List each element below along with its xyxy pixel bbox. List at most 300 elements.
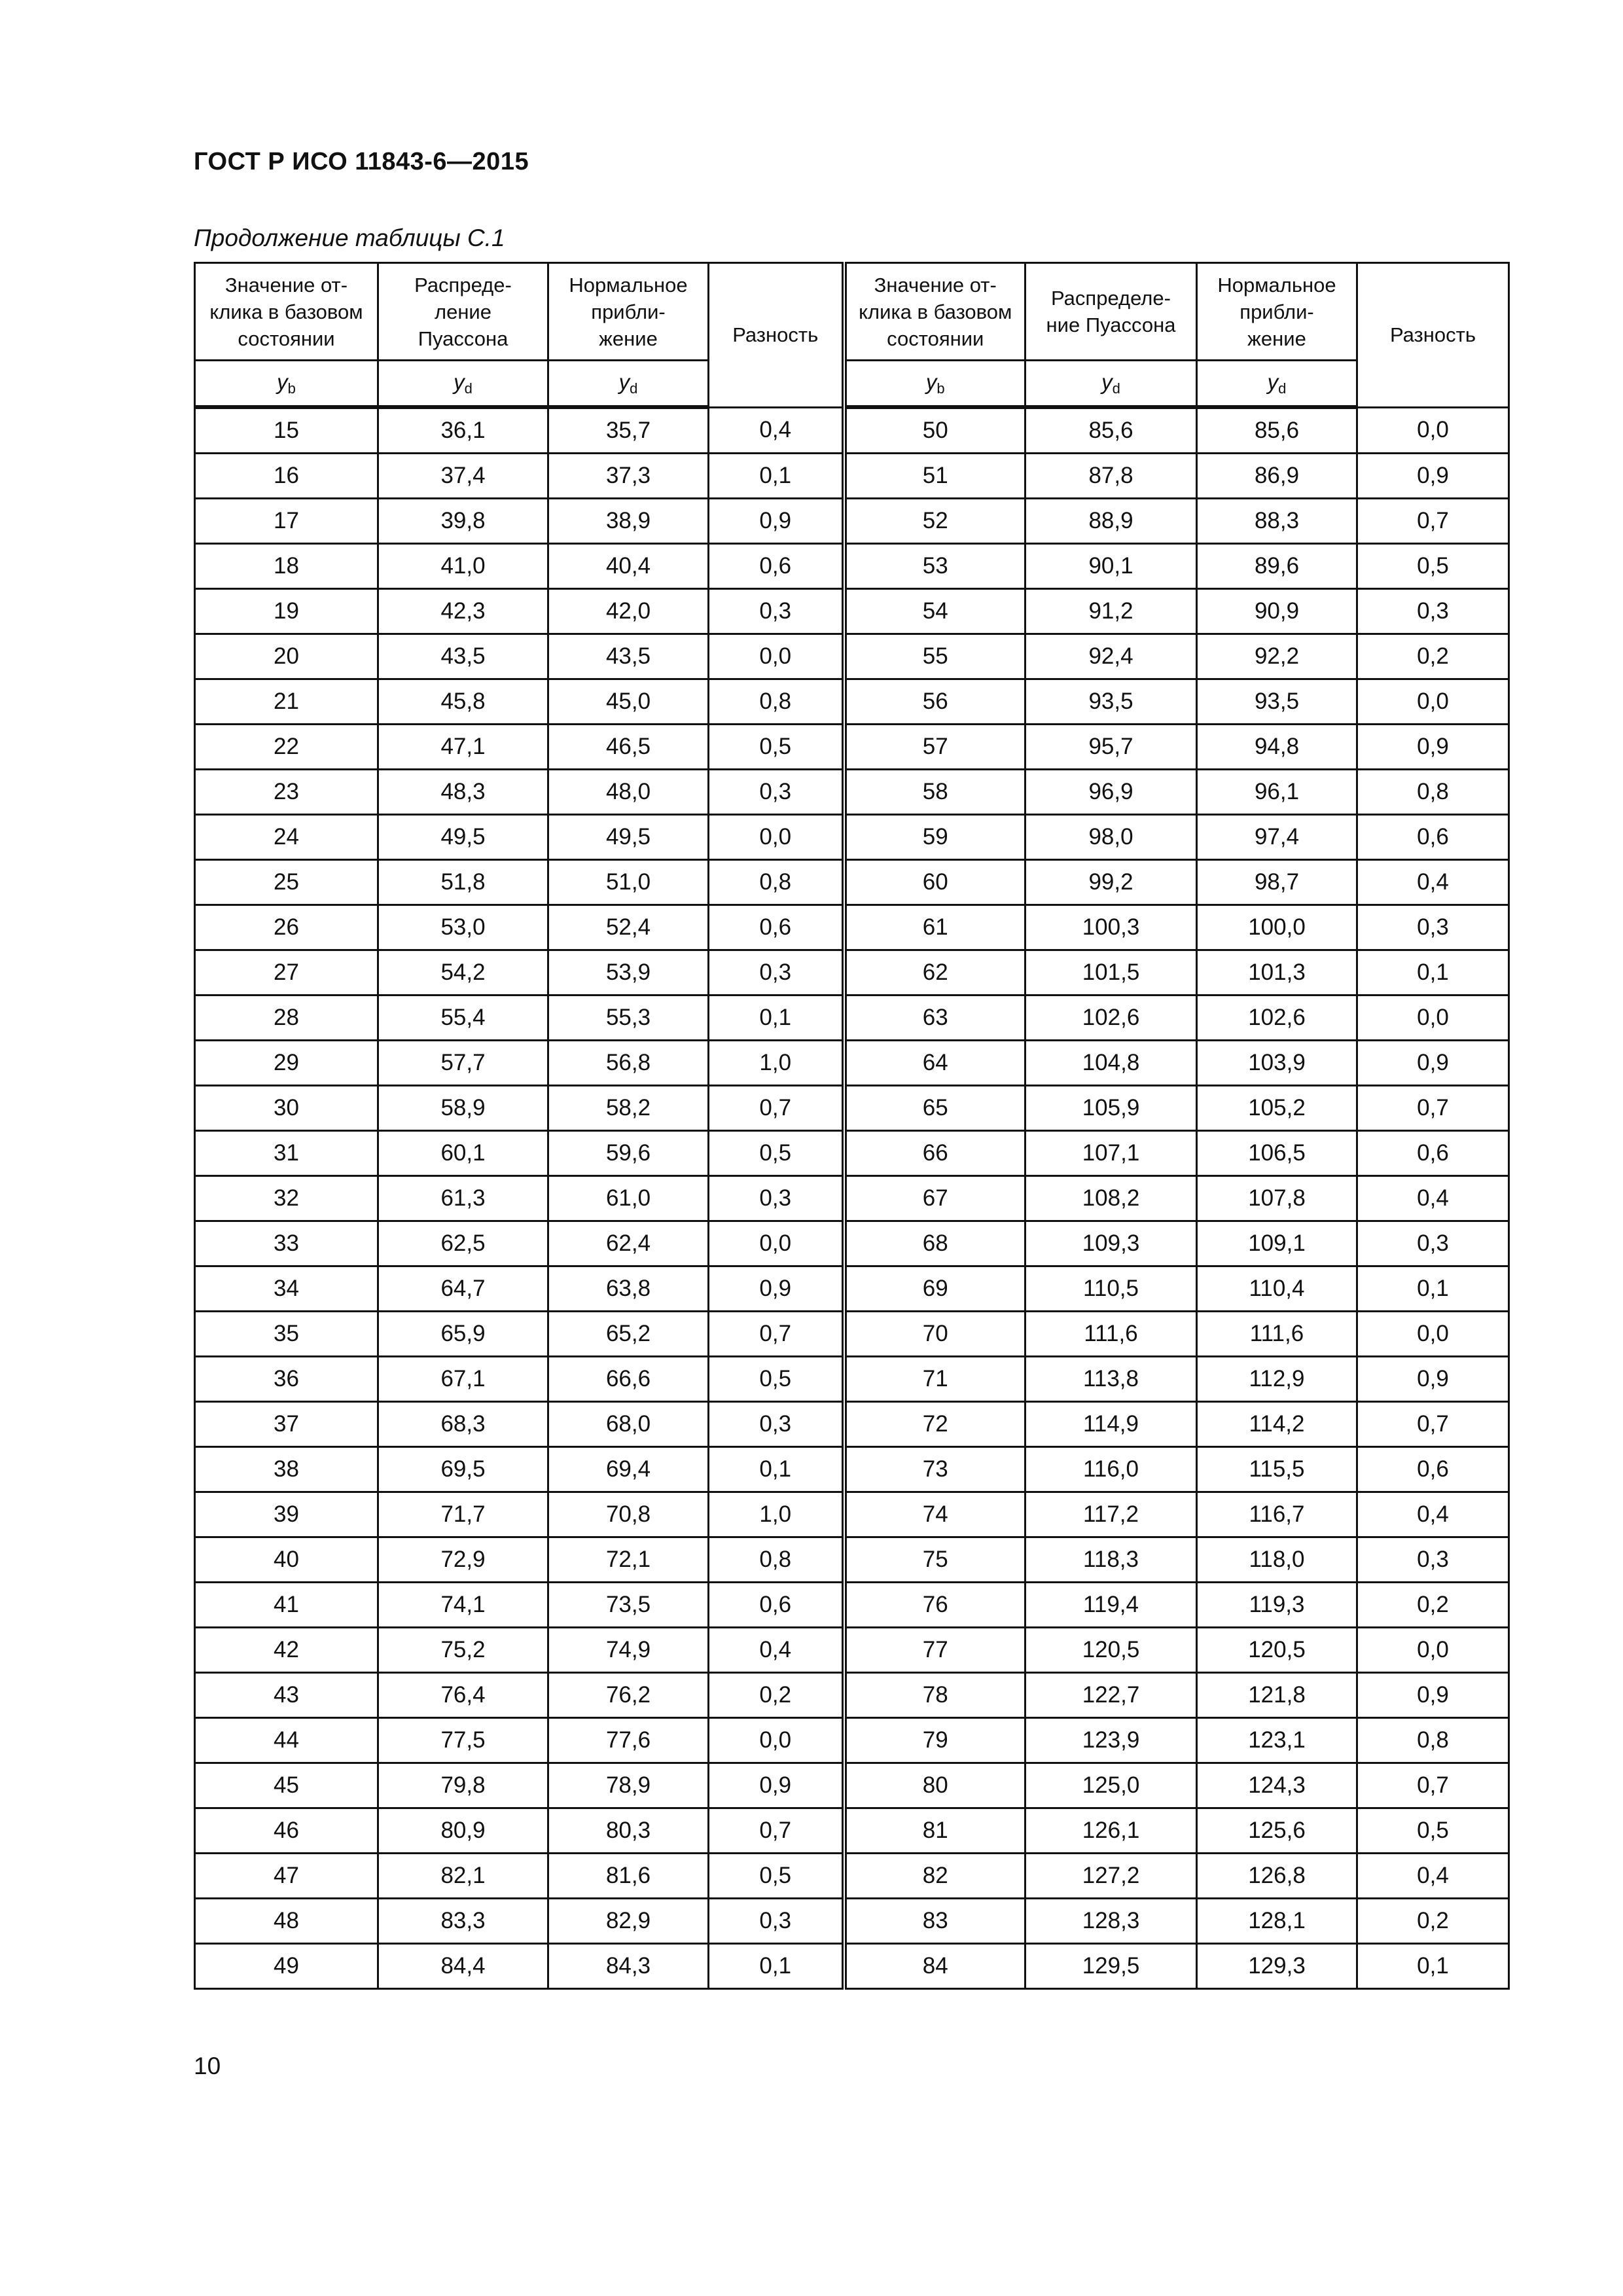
cell-normal-approx-left: 43,5 <box>548 634 709 679</box>
cell-difference-left: 0,4 <box>709 407 844 454</box>
cell-baseline-value-left: 29 <box>195 1041 378 1086</box>
cell-baseline-value-left: 35 <box>195 1312 378 1357</box>
cell-poisson-right: 120,5 <box>1026 1628 1197 1673</box>
cell-normal-approx-left: 37,3 <box>548 454 709 499</box>
table-row <box>195 905 1509 950</box>
cell-poisson-right: 87,8 <box>1026 454 1197 499</box>
cell-baseline-value-right: 56 <box>844 679 1026 725</box>
cell-difference-left: 0,1 <box>709 1447 844 1492</box>
cell-normal-approx-right: 92,2 <box>1197 634 1357 679</box>
cell-difference-right: 0,3 <box>1357 1221 1509 1266</box>
symbol-yd-left: $y_d$ <box>378 361 548 408</box>
cell-poisson-left: 51,8 <box>378 860 548 905</box>
cell-baseline-value-right: 65 <box>844 1086 1026 1131</box>
cell-poisson-left: 77,5 <box>378 1718 548 1763</box>
cell-difference-right: 0,0 <box>1357 996 1509 1041</box>
cell-baseline-value-left: 32 <box>195 1176 378 1221</box>
cell-baseline-value-left: 45 <box>195 1763 378 1808</box>
cell-normal-approx-left: 74,9 <box>548 1628 709 1673</box>
cell-baseline-value-right: 78 <box>844 1673 1026 1718</box>
table-row <box>195 1357 1509 1402</box>
cell-poisson-left: 61,3 <box>378 1176 548 1221</box>
table-body <box>195 407 1509 1989</box>
cell-normal-approx-left: 78,9 <box>548 1763 709 1808</box>
cell-normal-approx-right: 114,2 <box>1197 1402 1357 1447</box>
cell-normal-approx-right: 110,4 <box>1197 1266 1357 1312</box>
cell-normal-approx-left: 48,0 <box>548 770 709 815</box>
cell-poisson-left: 67,1 <box>378 1357 548 1402</box>
table-row <box>195 1041 1509 1086</box>
cell-poisson-right: 126,1 <box>1026 1808 1197 1854</box>
cell-baseline-value-right: 82 <box>844 1854 1026 1899</box>
cell-poisson-right: 114,9 <box>1026 1402 1197 1447</box>
cell-poisson-left: 57,7 <box>378 1041 548 1086</box>
cell-poisson-right: 95,7 <box>1026 725 1197 770</box>
table-row <box>195 770 1509 815</box>
cell-baseline-value-left: 33 <box>195 1221 378 1266</box>
cell-poisson-right: 104,8 <box>1026 1041 1197 1086</box>
cell-difference-right: 0,2 <box>1357 1899 1509 1944</box>
cell-baseline-value-left: 19 <box>195 589 378 634</box>
cell-normal-approx-right: 100,0 <box>1197 905 1357 950</box>
cell-normal-approx-right: 123,1 <box>1197 1718 1357 1763</box>
cell-normal-approx-right: 94,8 <box>1197 725 1357 770</box>
cell-poisson-left: 76,4 <box>378 1673 548 1718</box>
cell-poisson-left: 84,4 <box>378 1944 548 1989</box>
table-row <box>195 1221 1509 1266</box>
cell-normal-approx-right: 115,5 <box>1197 1447 1357 1492</box>
table-row <box>195 407 1509 454</box>
cell-baseline-value-right: 58 <box>844 770 1026 815</box>
cell-difference-left: 1,0 <box>709 1041 844 1086</box>
cell-poisson-right: 127,2 <box>1026 1854 1197 1899</box>
cell-baseline-value-right: 59 <box>844 815 1026 860</box>
cell-baseline-value-right: 53 <box>844 544 1026 589</box>
cell-normal-approx-right: 105,2 <box>1197 1086 1357 1131</box>
cell-difference-left: 0,9 <box>709 1763 844 1808</box>
cell-baseline-value-left: 15 <box>195 407 378 454</box>
cell-difference-right: 0,7 <box>1357 1086 1509 1131</box>
table-row <box>195 499 1509 544</box>
cell-normal-approx-right: 118,0 <box>1197 1537 1357 1583</box>
header-poisson-left: Распреде- ление Пуассона <box>378 263 548 361</box>
cell-poisson-left: 53,0 <box>378 905 548 950</box>
cell-difference-left: 0,9 <box>709 499 844 544</box>
cell-difference-right: 0,7 <box>1357 1763 1509 1808</box>
cell-normal-approx-left: 76,2 <box>548 1673 709 1718</box>
cell-normal-approx-left: 45,0 <box>548 679 709 725</box>
cell-baseline-value-right: 80 <box>844 1763 1026 1808</box>
cell-normal-approx-right: 112,9 <box>1197 1357 1357 1402</box>
cell-difference-right: 0,6 <box>1357 1447 1509 1492</box>
cell-normal-approx-right: 93,5 <box>1197 679 1357 725</box>
cell-poisson-left: 55,4 <box>378 996 548 1041</box>
cell-baseline-value-right: 70 <box>844 1312 1026 1357</box>
cell-baseline-value-right: 67 <box>844 1176 1026 1221</box>
cell-normal-approx-right: 107,8 <box>1197 1176 1357 1221</box>
cell-baseline-value-left: 38 <box>195 1447 378 1492</box>
table-row <box>195 996 1509 1041</box>
cell-normal-approx-left: 61,0 <box>548 1176 709 1221</box>
cell-difference-left: 0,3 <box>709 1899 844 1944</box>
cell-normal-approx-right: 126,8 <box>1197 1854 1357 1899</box>
cell-baseline-value-right: 84 <box>844 1944 1026 1989</box>
cell-poisson-right: 90,1 <box>1026 544 1197 589</box>
table-header <box>195 263 1509 408</box>
cell-normal-approx-right: 90,9 <box>1197 589 1357 634</box>
table-row <box>195 1583 1509 1628</box>
cell-normal-approx-left: 69,4 <box>548 1447 709 1492</box>
cell-baseline-value-left: 24 <box>195 815 378 860</box>
cell-difference-left: 0,9 <box>709 1266 844 1312</box>
cell-baseline-value-left: 17 <box>195 499 378 544</box>
table-row <box>195 815 1509 860</box>
cell-baseline-value-right: 51 <box>844 454 1026 499</box>
cell-poisson-right: 113,8 <box>1026 1357 1197 1402</box>
cell-normal-approx-left: 73,5 <box>548 1583 709 1628</box>
cell-poisson-right: 122,7 <box>1026 1673 1197 1718</box>
document-title: ГОСТ Р ИСО 11843-6—2015 <box>194 148 529 175</box>
table-row <box>195 1266 1509 1312</box>
cell-baseline-value-left: 25 <box>195 860 378 905</box>
cell-baseline-value-right: 81 <box>844 1808 1026 1854</box>
cell-normal-approx-left: 82,9 <box>548 1899 709 1944</box>
cell-difference-right: 0,3 <box>1357 589 1509 634</box>
table-row <box>195 679 1509 725</box>
cell-normal-approx-right: 86,9 <box>1197 454 1357 499</box>
cell-baseline-value-right: 73 <box>844 1447 1026 1492</box>
cell-baseline-value-left: 21 <box>195 679 378 725</box>
symbol-yd-right: $y_d$ <box>1026 361 1197 408</box>
cell-baseline-value-right: 57 <box>844 725 1026 770</box>
symbol-yb-right: $y_b$ <box>844 361 1026 408</box>
cell-baseline-value-right: 66 <box>844 1131 1026 1176</box>
cell-difference-right: 0,3 <box>1357 1537 1509 1583</box>
cell-normal-approx-left: 72,1 <box>548 1537 709 1583</box>
cell-baseline-value-right: 77 <box>844 1628 1026 1673</box>
header-difference-left: Разность <box>709 263 844 408</box>
cell-poisson-right: 93,5 <box>1026 679 1197 725</box>
header-poisson-right: Распределе- ние Пуассона <box>1026 263 1197 361</box>
data-table <box>194 262 1510 1990</box>
table-row <box>195 725 1509 770</box>
cell-baseline-value-left: 43 <box>195 1673 378 1718</box>
cell-normal-approx-left: 70,8 <box>548 1492 709 1537</box>
cell-poisson-left: 65,9 <box>378 1312 548 1357</box>
cell-baseline-value-left: 30 <box>195 1086 378 1131</box>
cell-difference-left: 0,0 <box>709 1221 844 1266</box>
cell-difference-left: 0,0 <box>709 634 844 679</box>
table-row <box>195 589 1509 634</box>
cell-difference-right: 0,0 <box>1357 407 1509 454</box>
cell-baseline-value-right: 71 <box>844 1357 1026 1402</box>
cell-normal-approx-right: 96,1 <box>1197 770 1357 815</box>
cell-normal-approx-right: 120,5 <box>1197 1628 1357 1673</box>
cell-baseline-value-left: 28 <box>195 996 378 1041</box>
table-row <box>195 1086 1509 1131</box>
cell-difference-left: 0,5 <box>709 1131 844 1176</box>
cell-normal-approx-left: 46,5 <box>548 725 709 770</box>
cell-normal-approx-right: 98,7 <box>1197 860 1357 905</box>
cell-poisson-right: 107,1 <box>1026 1131 1197 1176</box>
cell-poisson-right: 110,5 <box>1026 1266 1197 1312</box>
cell-normal-approx-left: 84,3 <box>548 1944 709 1989</box>
table-row <box>195 1854 1509 1899</box>
table-row <box>195 1537 1509 1583</box>
cell-baseline-value-left: 39 <box>195 1492 378 1537</box>
cell-poisson-left: 71,7 <box>378 1492 548 1537</box>
cell-baseline-value-left: 20 <box>195 634 378 679</box>
cell-difference-left: 0,6 <box>709 1583 844 1628</box>
cell-poisson-right: 88,9 <box>1026 499 1197 544</box>
table-row <box>195 860 1509 905</box>
cell-poisson-left: 36,1 <box>378 407 548 454</box>
cell-baseline-value-left: 37 <box>195 1402 378 1447</box>
cell-baseline-value-right: 69 <box>844 1266 1026 1312</box>
cell-difference-left: 0,3 <box>709 950 844 996</box>
cell-normal-approx-left: 65,2 <box>548 1312 709 1357</box>
cell-poisson-right: 129,5 <box>1026 1944 1197 1989</box>
cell-difference-left: 0,3 <box>709 770 844 815</box>
cell-difference-right: 0,9 <box>1357 454 1509 499</box>
cell-normal-approx-right: 106,5 <box>1197 1131 1357 1176</box>
symbol-yb-left: $y_b$ <box>195 361 378 408</box>
cell-poisson-left: 75,2 <box>378 1628 548 1673</box>
cell-difference-left: 0,7 <box>709 1086 844 1131</box>
table-row <box>195 634 1509 679</box>
cell-normal-approx-left: 63,8 <box>548 1266 709 1312</box>
table-row <box>195 454 1509 499</box>
cell-poisson-left: 74,1 <box>378 1583 548 1628</box>
cell-baseline-value-right: 83 <box>844 1899 1026 1944</box>
cell-difference-left: 0,2 <box>709 1673 844 1718</box>
cell-difference-left: 0,0 <box>709 1718 844 1763</box>
cell-normal-approx-left: 35,7 <box>548 407 709 454</box>
cell-normal-approx-right: 111,6 <box>1197 1312 1357 1357</box>
cell-baseline-value-right: 76 <box>844 1583 1026 1628</box>
cell-normal-approx-left: 49,5 <box>548 815 709 860</box>
cell-difference-right: 0,9 <box>1357 1673 1509 1718</box>
cell-difference-left: 0,8 <box>709 1537 844 1583</box>
cell-baseline-value-right: 50 <box>844 407 1026 454</box>
cell-baseline-value-right: 54 <box>844 589 1026 634</box>
cell-difference-left: 0,3 <box>709 589 844 634</box>
cell-poisson-left: 54,2 <box>378 950 548 996</box>
cell-normal-approx-left: 55,3 <box>548 996 709 1041</box>
cell-difference-left: 0,5 <box>709 725 844 770</box>
cell-normal-approx-left: 68,0 <box>548 1402 709 1447</box>
header-baseline-value-right: Значение от- клика в базовом состоянии <box>844 263 1026 361</box>
cell-normal-approx-left: 51,0 <box>548 860 709 905</box>
cell-normal-approx-right: 109,1 <box>1197 1221 1357 1266</box>
cell-difference-left: 0,6 <box>709 544 844 589</box>
cell-baseline-value-right: 52 <box>844 499 1026 544</box>
page-number: 10 <box>194 2053 221 2079</box>
cell-difference-right: 0,0 <box>1357 1312 1509 1357</box>
cell-baseline-value-left: 26 <box>195 905 378 950</box>
cell-poisson-left: 83,3 <box>378 1899 548 1944</box>
cell-baseline-value-right: 79 <box>844 1718 1026 1763</box>
cell-poisson-right: 98,0 <box>1026 815 1197 860</box>
cell-poisson-left: 58,9 <box>378 1086 548 1131</box>
cell-normal-approx-right: 85,6 <box>1197 407 1357 454</box>
cell-difference-right: 0,1 <box>1357 1944 1509 1989</box>
cell-difference-right: 0,4 <box>1357 1492 1509 1537</box>
cell-difference-right: 0,5 <box>1357 544 1509 589</box>
cell-difference-left: 0,5 <box>709 1357 844 1402</box>
header-normal-approx-left: Нормальное прибли- жение <box>548 263 709 361</box>
cell-poisson-right: 102,6 <box>1026 996 1197 1041</box>
cell-baseline-value-right: 55 <box>844 634 1026 679</box>
cell-difference-right: 0,1 <box>1357 950 1509 996</box>
cell-poisson-right: 105,9 <box>1026 1086 1197 1131</box>
cell-poisson-left: 41,0 <box>378 544 548 589</box>
cell-poisson-right: 118,3 <box>1026 1537 1197 1583</box>
header-baseline-value-left: Значение от- клика в базовом состоянии <box>195 263 378 361</box>
cell-difference-right: 0,9 <box>1357 1357 1509 1402</box>
cell-normal-approx-right: 125,6 <box>1197 1808 1357 1854</box>
cell-baseline-value-left: 18 <box>195 544 378 589</box>
cell-difference-left: 0,3 <box>709 1402 844 1447</box>
cell-difference-left: 0,8 <box>709 860 844 905</box>
cell-baseline-value-left: 16 <box>195 454 378 499</box>
cell-difference-right: 0,0 <box>1357 679 1509 725</box>
cell-difference-right: 0,6 <box>1357 1131 1509 1176</box>
cell-difference-left: 0,6 <box>709 905 844 950</box>
cell-poisson-right: 128,3 <box>1026 1899 1197 1944</box>
cell-poisson-left: 48,3 <box>378 770 548 815</box>
cell-difference-left: 0,8 <box>709 679 844 725</box>
cell-difference-left: 0,1 <box>709 454 844 499</box>
cell-poisson-right: 99,2 <box>1026 860 1197 905</box>
cell-poisson-left: 72,9 <box>378 1537 548 1583</box>
cell-normal-approx-left: 40,4 <box>548 544 709 589</box>
cell-difference-right: 0,7 <box>1357 499 1509 544</box>
cell-baseline-value-right: 72 <box>844 1402 1026 1447</box>
cell-difference-right: 0,4 <box>1357 860 1509 905</box>
cell-normal-approx-right: 89,6 <box>1197 544 1357 589</box>
cell-normal-approx-left: 77,6 <box>548 1718 709 1763</box>
cell-normal-approx-right: 97,4 <box>1197 815 1357 860</box>
cell-difference-left: 0,0 <box>709 815 844 860</box>
table-row <box>195 1402 1509 1447</box>
cell-poisson-left: 39,8 <box>378 499 548 544</box>
cell-difference-right: 0,8 <box>1357 1718 1509 1763</box>
cell-poisson-left: 62,5 <box>378 1221 548 1266</box>
cell-difference-right: 0,9 <box>1357 725 1509 770</box>
cell-baseline-value-left: 31 <box>195 1131 378 1176</box>
cell-difference-left: 0,7 <box>709 1312 844 1357</box>
cell-poisson-left: 45,8 <box>378 679 548 725</box>
cell-normal-approx-left: 58,2 <box>548 1086 709 1131</box>
header-normal-approx-right: Нормальное прибли- жение <box>1197 263 1357 361</box>
cell-difference-right: 0,5 <box>1357 1808 1509 1854</box>
table-row <box>195 1673 1509 1718</box>
cell-difference-left: 0,4 <box>709 1628 844 1673</box>
cell-poisson-right: 100,3 <box>1026 905 1197 950</box>
cell-baseline-value-left: 27 <box>195 950 378 996</box>
cell-difference-left: 0,5 <box>709 1854 844 1899</box>
table-row <box>195 1718 1509 1763</box>
cell-baseline-value-left: 36 <box>195 1357 378 1402</box>
cell-normal-approx-right: 121,8 <box>1197 1673 1357 1718</box>
cell-poisson-left: 42,3 <box>378 589 548 634</box>
cell-normal-approx-right: 128,1 <box>1197 1899 1357 1944</box>
symbol-yd-right-normal: $y_d$ <box>1197 361 1357 408</box>
cell-poisson-left: 47,1 <box>378 725 548 770</box>
cell-baseline-value-left: 49 <box>195 1944 378 1989</box>
table-row <box>195 1312 1509 1357</box>
cell-poisson-left: 60,1 <box>378 1131 548 1176</box>
cell-poisson-right: 117,2 <box>1026 1492 1197 1537</box>
cell-baseline-value-right: 62 <box>844 950 1026 996</box>
cell-normal-approx-right: 129,3 <box>1197 1944 1357 1989</box>
cell-normal-approx-left: 80,3 <box>548 1808 709 1854</box>
table-caption: Продолжение таблицы С.1 <box>194 224 505 251</box>
table-row <box>195 1176 1509 1221</box>
cell-poisson-left: 80,9 <box>378 1808 548 1854</box>
cell-baseline-value-right: 75 <box>844 1537 1026 1583</box>
cell-difference-right: 0,1 <box>1357 1266 1509 1312</box>
cell-baseline-value-left: 34 <box>195 1266 378 1312</box>
table-row <box>195 1447 1509 1492</box>
cell-poisson-left: 49,5 <box>378 815 548 860</box>
cell-poisson-left: 68,3 <box>378 1402 548 1447</box>
cell-normal-approx-left: 62,4 <box>548 1221 709 1266</box>
cell-poisson-right: 125,0 <box>1026 1763 1197 1808</box>
cell-baseline-value-left: 46 <box>195 1808 378 1854</box>
cell-baseline-value-left: 48 <box>195 1899 378 1944</box>
cell-normal-approx-left: 66,6 <box>548 1357 709 1402</box>
header-difference-right: Разность <box>1357 263 1509 408</box>
cell-poisson-right: 85,6 <box>1026 407 1197 454</box>
cell-baseline-value-right: 68 <box>844 1221 1026 1266</box>
table-row <box>195 950 1509 996</box>
cell-difference-left: 1,0 <box>709 1492 844 1537</box>
cell-difference-right: 0,8 <box>1357 770 1509 815</box>
cell-poisson-left: 43,5 <box>378 634 548 679</box>
cell-difference-right: 0,2 <box>1357 1583 1509 1628</box>
cell-poisson-right: 119,4 <box>1026 1583 1197 1628</box>
cell-poisson-right: 91,2 <box>1026 589 1197 634</box>
cell-baseline-value-left: 40 <box>195 1537 378 1583</box>
cell-normal-approx-left: 81,6 <box>548 1854 709 1899</box>
cell-normal-approx-left: 52,4 <box>548 905 709 950</box>
cell-normal-approx-left: 53,9 <box>548 950 709 996</box>
symbol-yd-left-normal: $y_d$ <box>548 361 709 408</box>
cell-poisson-left: 69,5 <box>378 1447 548 1492</box>
cell-poisson-right: 96,9 <box>1026 770 1197 815</box>
table-row <box>195 1131 1509 1176</box>
cell-poisson-left: 79,8 <box>378 1763 548 1808</box>
table-row <box>195 1628 1509 1673</box>
cell-baseline-value-left: 22 <box>195 725 378 770</box>
cell-normal-approx-right: 101,3 <box>1197 950 1357 996</box>
cell-normal-approx-right: 116,7 <box>1197 1492 1357 1537</box>
cell-baseline-value-left: 47 <box>195 1854 378 1899</box>
cell-normal-approx-left: 59,6 <box>548 1131 709 1176</box>
cell-difference-right: 0,4 <box>1357 1854 1509 1899</box>
table-row <box>195 1899 1509 1944</box>
cell-poisson-right: 123,9 <box>1026 1718 1197 1763</box>
table-row <box>195 1944 1509 1989</box>
cell-difference-right: 0,2 <box>1357 634 1509 679</box>
cell-baseline-value-right: 61 <box>844 905 1026 950</box>
table-row <box>195 1808 1509 1854</box>
cell-baseline-value-right: 74 <box>844 1492 1026 1537</box>
cell-baseline-value-right: 63 <box>844 996 1026 1041</box>
cell-difference-right: 0,9 <box>1357 1041 1509 1086</box>
